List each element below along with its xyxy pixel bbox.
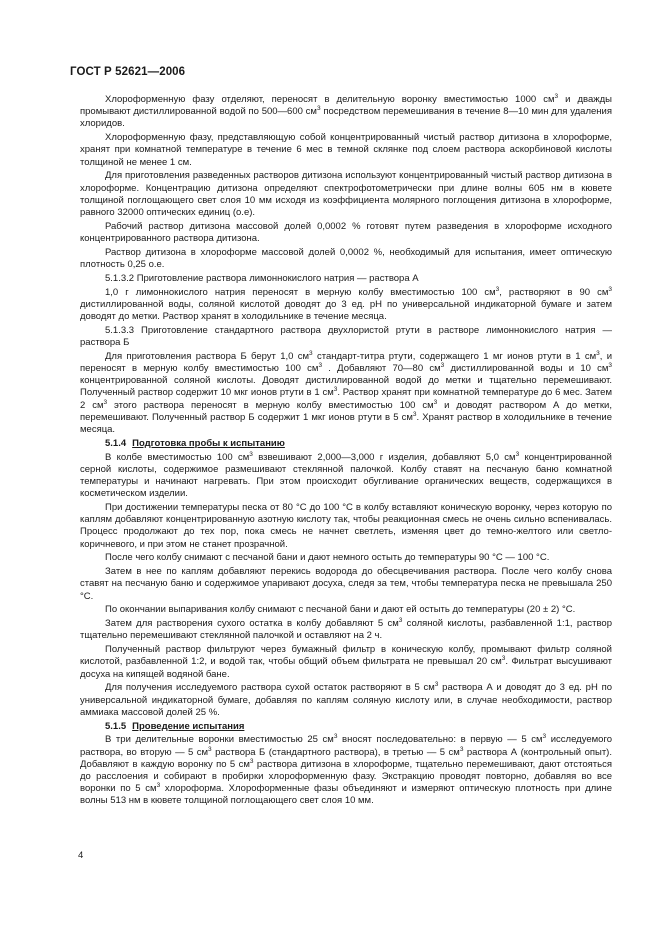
document-body [80, 94, 612, 809]
section-heading [80, 721, 612, 733]
paragraph [80, 566, 612, 603]
text-run: соляной кислоты, разбавленной 1:1, раствор тщательно перемешивают стеклянной палочкой и оставляют на 2 ч. [80, 618, 612, 642]
text-run: В три делительные воронки вместимостью 25 см [105, 734, 334, 746]
text-run: По окончании выпаривания колбу снимают с песчаной бани и дают ей остыть до температуры (20 ± 2) °С. [105, 604, 576, 616]
text-run: и дважды промывают дистиллированной водой по 500—600 см [80, 94, 612, 118]
text-run: взвешивают 2,000—3,000 г изделия, добавляют 5,0 см [252, 451, 516, 463]
superscript: 3 [412, 410, 417, 418]
text-run: раствора Б (стандартного раствора), в третью — 5 см [211, 746, 460, 758]
superscript: 3 [156, 782, 161, 790]
paragraph [80, 351, 612, 436]
text-run: раствора А (контрольный опыт). Добавляют в каждую воронку по 5 см [80, 746, 612, 770]
paragraph [80, 682, 612, 719]
text-run: Затем для растворения сухого остатка в колбу добавляют 5 см [105, 618, 399, 630]
superscript: 3 [495, 285, 500, 293]
text-run: дистиллированной воды и 10 см [444, 363, 609, 375]
superscript: 3 [249, 757, 254, 765]
paragraph [80, 170, 612, 219]
text-run: 5.1.3.2 Приготовление раствора лимоннокислого натрия — раствора А [105, 272, 419, 284]
text-run: стандарт-титра ртути, содержащего 1 мг ионов ртути в 1 см [312, 350, 597, 362]
paragraph [80, 132, 612, 169]
paragraph [80, 287, 612, 324]
text-run: Хлороформенную фазу, представляющую собой концентрированный чистый раствор дитизона в хлороформе, хранят при комнатной температуре в течение 6 мес в темной склянке под слоем раствора аскорбиновой кислоты толщиной не менее 1 см. [80, 132, 612, 168]
text-run: Рабочий раствор дитизона массовой долей 0,0002 % готовят путем разведения в хлороформе исходного концентрированного раствора дитизона. [80, 220, 612, 245]
section-number: 5.1.5 [105, 720, 127, 732]
text-run: дистиллированной воды, соляной кислотой доводят до 3 ед. рН по универсальной индикаторной бумаге и затем доводят до метки. Раствор хранят в холодильнике в течение месяца. [80, 298, 612, 323]
text-run: При достижении температуры песка от 80 °С до 100 °С в колбу вставляют коническую воронку, через которую по каплям добавляют концентрированную азотную кислоту так, чтобы реакционная смесь не очень сильно вспенивалась. Процесс продолжают до тех пор, пока смесь не начнет светлеть, изменяя цвет до темно-желтого или светло-коричневого, и при этом не станет прозрачной. [80, 502, 612, 550]
superscript: 3 [434, 681, 439, 689]
text-run: концентрированной соляной кислоты. Доводят дистиллированной водой до метки и тщательно перемешивают. Полученный раствор содержит 10 мкг ионов ртути в 1 см [80, 375, 612, 399]
text-run: концентрированной серной кислоты, содержимое размешивают стеклянной палочкой. Колбу ставят на песчаную баню комнатной температуры и начинают нагревать. При этом происходит обугливание органических веществ, содержащихся в косметическом изделии. [80, 451, 612, 500]
paragraph [80, 604, 612, 616]
text-run: вносят последовательно: в первую — 5 см [337, 734, 543, 746]
paragraph [80, 247, 612, 271]
paragraph [80, 618, 612, 642]
superscript: 3 [608, 361, 613, 369]
text-run: Хлороформенную фазу отделяют, переносят в делительную воронку вместимостью 1000 см [105, 94, 555, 105]
text-run: раствора дитизона в хлороформе, тщательно перемешивают, дают отстояться до расслоения и собирают в пробирки хлороформенную фазу. Экстракцию проводят повторно, добавляя во все воронки по 5 см [80, 758, 612, 795]
text-run: хлороформа. Хлороформенные фазы объединяют и измеряют оптическую плотность при длине волны 513 нм в кювете толщиной поглощающего свет слоя 10 мм. [80, 783, 612, 807]
superscript: 3 [501, 655, 506, 663]
superscript: 3 [515, 450, 520, 458]
superscript: 3 [608, 285, 612, 293]
text-run: Затем в нее по каплям добавляют перекись водорода до обесцвечивания раствора. После чего колбу снова ставят на песчаную баню и содержимое упаривают досуха, следя за тем, чтобы температура песка не превышала 250 °С. [80, 566, 612, 602]
superscript: 3 [208, 745, 212, 753]
page-number: 4 [78, 850, 84, 861]
text-run: . Добавляют 70—80 см [322, 363, 441, 375]
text-run: . Раствор хранят при комнатной температуре до 6 мес. Затем 2 см [80, 387, 612, 411]
paragraph [80, 452, 612, 501]
text-run: Для получения исследуемого раствора сухой остаток растворяют в 5 см [105, 682, 435, 694]
paragraph [80, 273, 612, 285]
superscript: 3 [318, 361, 323, 369]
text-run: исследуемого раствора, во вторую — 5 см [80, 734, 612, 758]
section-number: 5.1.4 [105, 437, 127, 449]
text-run: Для приготовления разведенных растворов дитизона используют концентрированный чистый раствор дитизона в хлороформе. Концентрацию дитизона определяют спектрофотометрически при длине волны 605 нм в кювете толщиной поглощающего свет слоя 10 мм исходя из коэффициента молярного поглощения дитизона в хлороформе, равного 32000 оптических единиц (о.е). [80, 170, 612, 219]
superscript: 3 [433, 398, 438, 406]
superscript: 3 [542, 733, 547, 741]
text-run: Полученный раствор фильтруют через бумажный фильтр в коническую колбу, промывают фильтр соляной кислотой, разбавленной 1:2, и водой так, чтобы общий объем фильтрата не превышал 20 см [80, 644, 612, 668]
superscript: 3 [398, 617, 403, 625]
text-run: Раствор дитизона в хлороформе массовой долей 0,0002 %, необходимый для испытания, имеет оптическую плотность 0,25 о.е. [80, 246, 612, 271]
superscript: 3 [440, 361, 445, 369]
text-run: раствора А и доводят до 3 ед. рН по универсальной индикаторной бумаге, добавляя по каплям соляную кислоту или, в случае необходимости, раствор аммиака массовой долей 25 %. [80, 682, 612, 718]
superscript: 3 [309, 349, 313, 357]
text-run: 1,0 г лимоннокислого натрия переносят в мерную колбу вместимостью 100 см [105, 286, 496, 298]
paragraph [80, 552, 612, 564]
text-run: Для приготовления раствора Б берут 1,0 см [105, 350, 310, 362]
superscript: 3 [103, 398, 108, 406]
text-run: После чего колбу снимают с песчаной бани и дают немного остыть до температуры 90 °С — 100 °С. [105, 552, 550, 564]
section-heading [80, 438, 612, 450]
superscript: 3 [333, 733, 338, 741]
paragraph [80, 325, 612, 349]
document-header-code: ГОСТ Р 52621—2006 [70, 66, 186, 78]
paragraph [80, 644, 612, 681]
text-run: , и переносят в мерную колбу вместимостью 100 см [80, 350, 612, 375]
superscript: 3 [459, 745, 464, 753]
paragraph [80, 502, 612, 551]
paragraph [80, 221, 612, 245]
text-run: В колбе вместимостью 100 см [105, 451, 250, 463]
section-title: Подготовка пробы к испытанию [132, 437, 285, 449]
superscript: 3 [249, 450, 253, 458]
superscript: 3 [316, 105, 321, 113]
paragraph [80, 734, 612, 807]
text-run: этого раствора переносят в мерную колбу вместимостью 100 см [107, 399, 434, 411]
text-run: 5.1.3.3 Приготовление стандартного раствора двухлористой ртути в растворе лимоннокислого натрия — раствора Б [80, 324, 612, 349]
paragraph [80, 94, 612, 131]
section-title: Проведение испытания [132, 720, 245, 732]
text-run: . Хранят раствор в холодильнике в течение месяца. [80, 411, 612, 436]
text-run: и доводят раствором А до метки, перемешивают. Полученный раствор Б содержит 1 мкг ионов ртути в 5 см [80, 399, 612, 423]
superscript: 3 [333, 386, 338, 394]
superscript: 3 [554, 92, 559, 100]
text-run: , растворяют в 90 см [499, 286, 609, 298]
superscript: 3 [596, 349, 600, 357]
text-run: посредством перемешивания в течение 8—10 мин для удаления хлоридов. [80, 106, 612, 130]
text-run: . Фильтрат высушивают досуха на кипящей водяной бане. [80, 656, 612, 680]
